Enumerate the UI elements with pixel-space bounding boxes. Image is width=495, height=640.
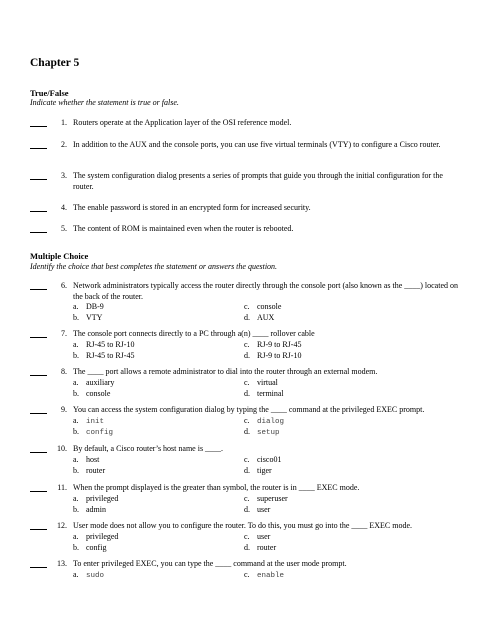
choice-text: virtual: [257, 378, 278, 387]
choices: [73, 532, 465, 553]
choice-text: console: [86, 388, 111, 398]
choice-b[interactable]: b. router: [73, 465, 106, 475]
choice-d[interactable]: d. setup: [244, 426, 280, 437]
answer-blank[interactable]: [30, 289, 47, 290]
choice-text: config: [86, 428, 114, 437]
answer-blank[interactable]: [30, 232, 47, 233]
question-text: The system configuration dialog presents a series of prompts that guide you through the initial configuration for the router.: [73, 171, 443, 191]
choice-text: setup: [257, 428, 280, 437]
question-number: 10.: [57, 444, 67, 453]
choice-text: RJ-45 to RJ-45: [86, 350, 135, 360]
choice-text: router: [257, 542, 277, 552]
answer-blank[interactable]: [30, 413, 47, 414]
answer-blank[interactable]: [30, 491, 47, 492]
choice-text: user: [257, 504, 271, 514]
choice-text: config: [86, 542, 107, 552]
choice-text: RJ-9 to RJ-10: [257, 350, 302, 360]
question-number: 7.: [61, 329, 67, 338]
choice-d[interactable]: d. terminal: [244, 388, 284, 398]
choice-c[interactable]: c. RJ-9 to RJ-45: [244, 340, 302, 349]
question-text: Network administrators typically access the router directly through the console port (also known as the ____) located on the back of the router.: [73, 281, 459, 301]
question-number: 3.: [61, 171, 67, 180]
choice-text: auxiliary: [86, 378, 115, 387]
answer-blank[interactable]: [30, 452, 47, 453]
choice-b[interactable]: b. admin: [73, 504, 106, 514]
question-text: When the prompt displayed is the greater than symbol, the router is in ____ EXEC mode.: [73, 483, 360, 492]
choice-c[interactable]: c. enable: [244, 570, 285, 580]
choice-text: router: [86, 465, 106, 475]
question-number: 8.: [61, 367, 67, 376]
question-text: To enter privileged EXEC, you can type the ____ command at the user mode prompt.: [73, 559, 347, 568]
choice-c[interactable]: c. user: [244, 532, 271, 541]
choice-text: init: [86, 418, 105, 426]
answer-blank[interactable]: [30, 375, 47, 376]
choice-text: RJ-45 to RJ-10: [86, 340, 135, 349]
choice-text: host: [86, 455, 100, 464]
question-number: 4.: [61, 203, 67, 212]
question-number: 5.: [61, 224, 67, 233]
question-number: 9.: [61, 405, 67, 414]
question-text: User mode does not allow you to configure the router. To do this, you must go into the ____ EXEC mode.: [73, 521, 413, 530]
question-text: In addition to the AUX and the console ports, you can use five virtual terminals (VTY) to configure a Cisco router.: [73, 140, 441, 149]
answer-blank[interactable]: [30, 126, 47, 127]
multiple-choice-instruction: Identify the choice that best completes the statement or answers the question.: [30, 262, 278, 271]
question-text: Routers operate at the Application layer of the OSI reference model.: [73, 118, 292, 127]
question-number: 12.: [57, 521, 67, 530]
question-text: By default, a Cisco router’s host name is ____.: [73, 444, 224, 453]
question-number: 2.: [61, 140, 67, 149]
question-text: You can access the system configuration dialog by typing the ____ command at the privileged EXEC prompt.: [73, 405, 425, 414]
choice-text: cisco01: [257, 455, 282, 464]
choice-b[interactable]: b. config: [73, 426, 114, 437]
choice-text: AUX: [257, 312, 275, 322]
choice-c[interactable]: c. dialog: [244, 416, 285, 426]
choices: [73, 378, 465, 399]
answer-blank[interactable]: [30, 337, 47, 338]
choice-b[interactable]: b. RJ-45 to RJ-45: [73, 350, 135, 360]
choice-c[interactable]: c. console: [244, 302, 282, 311]
choice-text: DB-9: [86, 302, 104, 311]
choice-text: tiger: [257, 465, 272, 475]
question-number: 1.: [61, 118, 67, 127]
chapter-title: Chapter 5: [30, 57, 80, 69]
choice-text: user: [257, 532, 271, 541]
question-text: The console port connects directly to a PC through a(n) ____ rollover cable: [73, 329, 315, 338]
choice-text: VTY: [86, 312, 103, 322]
choice-text: privileged: [86, 532, 119, 541]
choice-text: dialog: [257, 418, 285, 426]
choice-a[interactable]: a. privileged: [73, 494, 119, 503]
choice-b[interactable]: b. VTY: [73, 312, 103, 322]
question-number: 13.: [57, 559, 67, 568]
choice-text: console: [257, 302, 282, 311]
choice-a[interactable]: a. auxiliary: [73, 378, 115, 387]
question-text: The ____ port allows a remote administrator to dial into the router through an external modem.: [73, 367, 378, 376]
choices: [73, 340, 465, 361]
answer-blank[interactable]: [30, 148, 47, 149]
choice-c[interactable]: c. cisco01: [244, 455, 282, 464]
choice-text: sudo: [86, 572, 105, 580]
choice-d[interactable]: d. tiger: [244, 465, 272, 475]
choice-a[interactable]: a. init: [73, 416, 105, 426]
choice-a[interactable]: a. RJ-45 to RJ-10: [73, 340, 135, 349]
answer-blank[interactable]: [30, 211, 47, 212]
question-number: 11.: [57, 483, 67, 492]
multiple-choice-heading: Multiple Choice: [30, 251, 89, 261]
answer-blank[interactable]: [30, 567, 47, 568]
choice-text: enable: [257, 572, 285, 580]
choice-text: RJ-9 to RJ-45: [257, 340, 302, 349]
answer-blank[interactable]: [30, 529, 47, 530]
choice-c[interactable]: c. superuser: [244, 494, 288, 503]
choice-d[interactable]: d. user: [244, 504, 271, 514]
choice-text: privileged: [86, 494, 119, 503]
choice-a[interactable]: a. DB-9: [73, 302, 104, 311]
question-text: The enable password is stored in an encrypted form for increased security.: [73, 203, 311, 212]
choice-text: admin: [86, 504, 106, 514]
choices: [73, 570, 465, 581]
choice-d[interactable]: d. AUX: [244, 312, 275, 322]
choice-text: superuser: [257, 494, 288, 503]
question-text: The content of ROM is maintained even when the router is rebooted.: [73, 224, 294, 233]
choices: [73, 416, 465, 437]
choice-a[interactable]: a. sudo: [73, 570, 105, 580]
question-number: 6.: [61, 281, 67, 290]
choice-a[interactable]: a. host: [73, 455, 100, 464]
choices: [73, 455, 465, 476]
choice-b[interactable]: b. config: [73, 542, 107, 552]
choice-a[interactable]: a. privileged: [73, 532, 119, 541]
choices: [73, 494, 465, 515]
choice-text: terminal: [257, 388, 284, 398]
true-false-heading: True/False: [30, 88, 69, 98]
choice-c[interactable]: c. virtual: [244, 378, 278, 387]
choice-d[interactable]: d. RJ-9 to RJ-10: [244, 350, 302, 360]
choices: [73, 302, 465, 323]
answer-blank[interactable]: [30, 179, 47, 180]
true-false-instruction: Indicate whether the statement is true or false.: [30, 98, 179, 107]
choice-d[interactable]: d. router: [244, 542, 277, 552]
choice-b[interactable]: b. console: [73, 388, 111, 398]
